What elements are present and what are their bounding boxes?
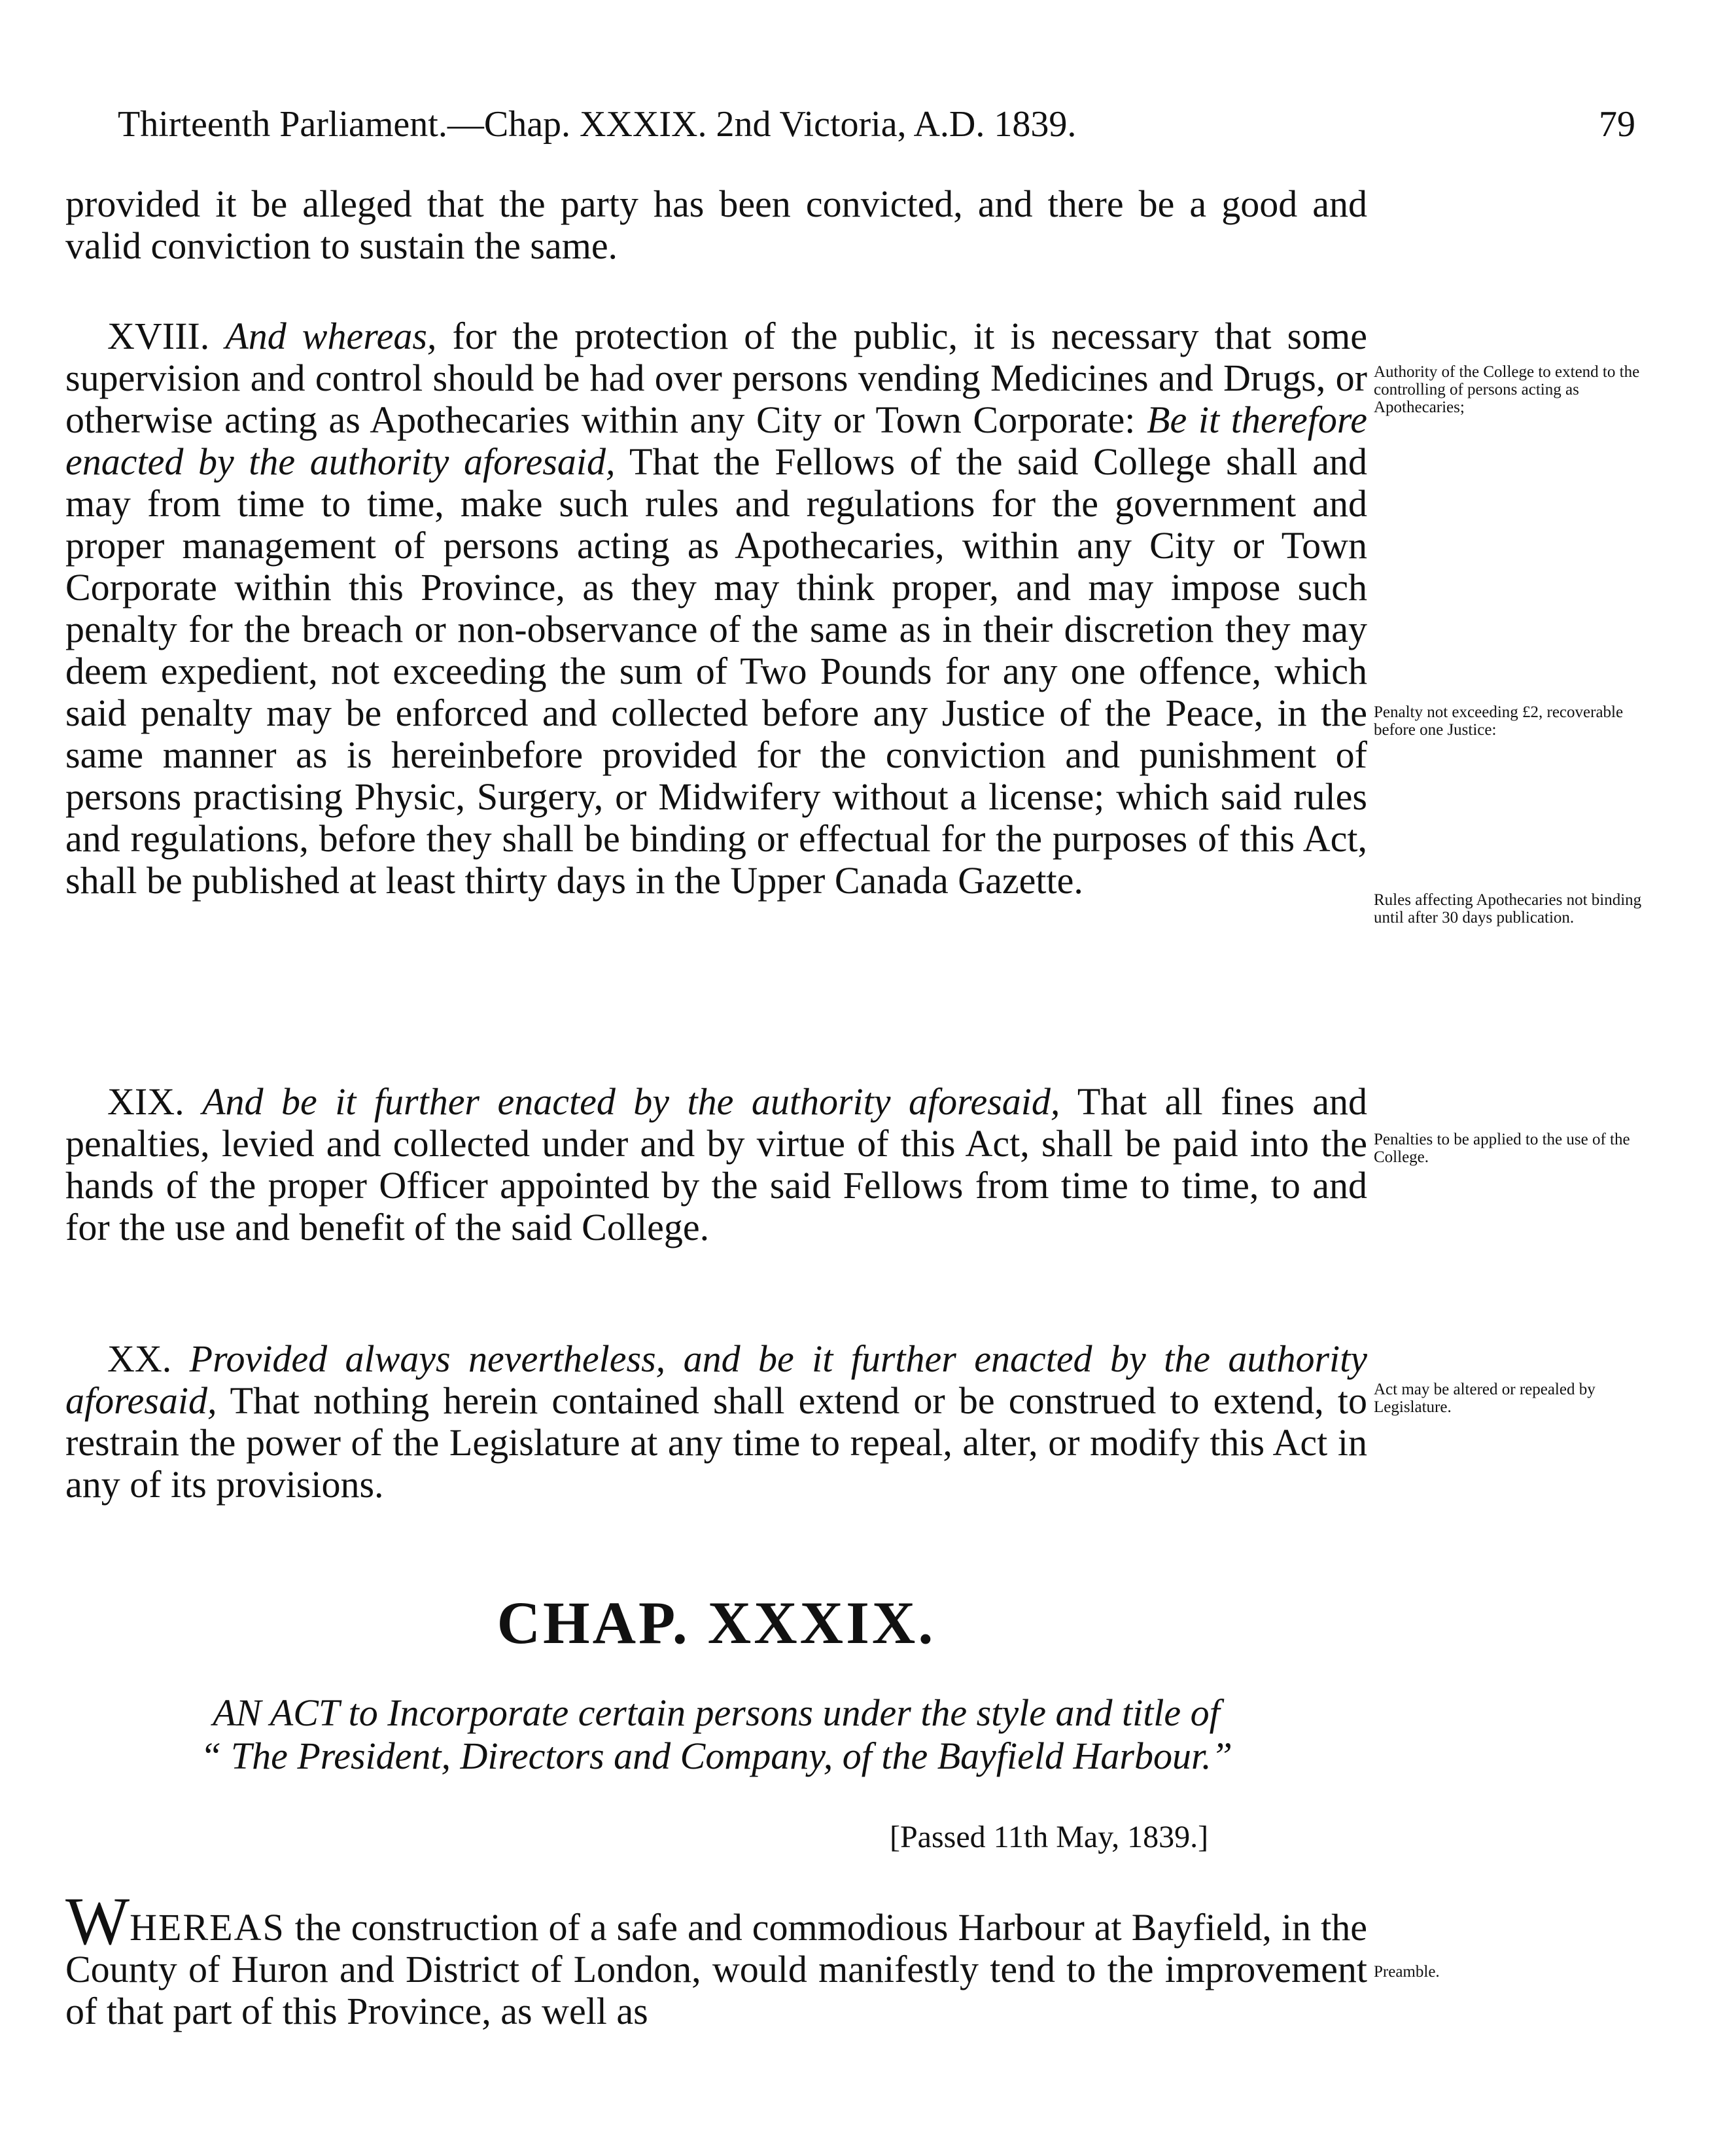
act-title-line-1: AN ACT to Incorporate certain persons under the style and title of <box>213 1691 1220 1734</box>
preamble-body: the construction of a safe and commodious Harbour at Bayfield, in the County of Huron and District of London, would manifestly tend to the improvement of that part of this Province, as well as <box>65 1906 1367 2032</box>
section-18-enacting-clause: Be it therefore enacted by the authority aforesaid, <box>65 398 1368 483</box>
section-20-proviso: Provided always nevertheless, and be it further enacted by the authority aforesaid, <box>65 1337 1367 1422</box>
section-18-number: XVIII. <box>107 315 210 357</box>
margin-note-rules: Rules affecting Apothecaries not binding until after 30 days publication. <box>1374 891 1642 927</box>
section-20-text <box>65 1338 1367 1506</box>
section-19-number: XIX. <box>107 1080 184 1123</box>
section-18-intro: And whereas, <box>225 315 437 357</box>
paragraph-continuation <box>65 183 1367 267</box>
margin-note-act-altered: Act may be altered or repealed by Legislature. <box>1374 1381 1596 1416</box>
act-title-line-2: “ The President, Directors and Company, of the Bayfield Harbour.” <box>200 1735 1232 1777</box>
passed-date: [Passed 11th May, 1839.] <box>890 1820 1209 1854</box>
section-19-enacting-clause: And be it further enacted by the authority aforesaid, <box>202 1080 1060 1123</box>
drop-initial: W <box>65 1884 130 1959</box>
section-18-text <box>65 315 1367 902</box>
section-18 <box>65 315 1367 902</box>
section-19-text <box>65 1081 1367 1248</box>
section-18-text-2: That the Fellows of the said College shall and may from time to time, make such rules and regulations for the government and proper management of persons acting as Apothecaries, within any City or Town Corporate within this Province, as they may think proper, and may impose such penalty for the breach or non-observance of the same as in their discretion they may deem expedient, not exceeding the sum of Two Pounds for any one offence, which said penalty may be enforced and collected before any Justice of the Peace, in the same manner as is hereinbefore provided for the conviction and punishment of persons practising Physic, Surgery, or Midwifery without a license; which said rules and regulations, before they shall be binding or effectual for the purposes of this Act, shall be published at least thirty days in the Upper Canada Gazette. <box>65 440 1367 902</box>
running-header <box>118 101 1635 147</box>
page-number: 79 <box>1599 104 1635 145</box>
section-19 <box>65 1081 1367 1248</box>
section-18-text-1: for the protection of the public, it is necessary that some supervision and control should be had over persons vending Medicines and Drugs, or otherwise acting as Apothecaries within any City or Town Corporate: <box>65 315 1368 441</box>
continuation-text: provided it be alleged that the party has been convicted, and there be a good and valid conviction to sustain the same. <box>65 183 1367 267</box>
act-title <box>65 1691 1367 1778</box>
margin-note-preamble: Preamble. <box>1374 1963 1440 1981</box>
preamble <box>65 1884 1367 2032</box>
preamble-caps: HEREAS <box>130 1906 285 1949</box>
margin-note-penalties-applied: Penalties to be applied to the use of the College. <box>1374 1131 1630 1166</box>
chapter-title: CHAP. XXXIX. <box>497 1589 936 1656</box>
preamble-text <box>65 1884 1367 2032</box>
header-title: Thirteenth Parliament.—Chap. XXXIX. 2nd Victoria, A.D. 1839. <box>118 104 1077 145</box>
section-20 <box>65 1338 1367 1506</box>
section-20-number: XX. <box>107 1337 172 1380</box>
margin-note-penalty: Penalty not exceeding £2, recoverable before one Justice: <box>1374 703 1624 739</box>
margin-note-authority: Authority of the College to extend to the controlling of persons acting as Apothecaries; <box>1374 363 1640 416</box>
section-19-body: That all fines and penalties, levied and collected under and by virtue of this Act, shall be paid into the hands of the proper Officer appointed by the said Fellows from time to time, to and for the use and benefit of the said College. <box>65 1080 1368 1248</box>
section-20-body: That nothing herein contained shall extend or be construed to extend, to restrain the power of the Legislature at any time to repeal, alter, or modify this Act in any of its provisions. <box>65 1379 1367 1506</box>
